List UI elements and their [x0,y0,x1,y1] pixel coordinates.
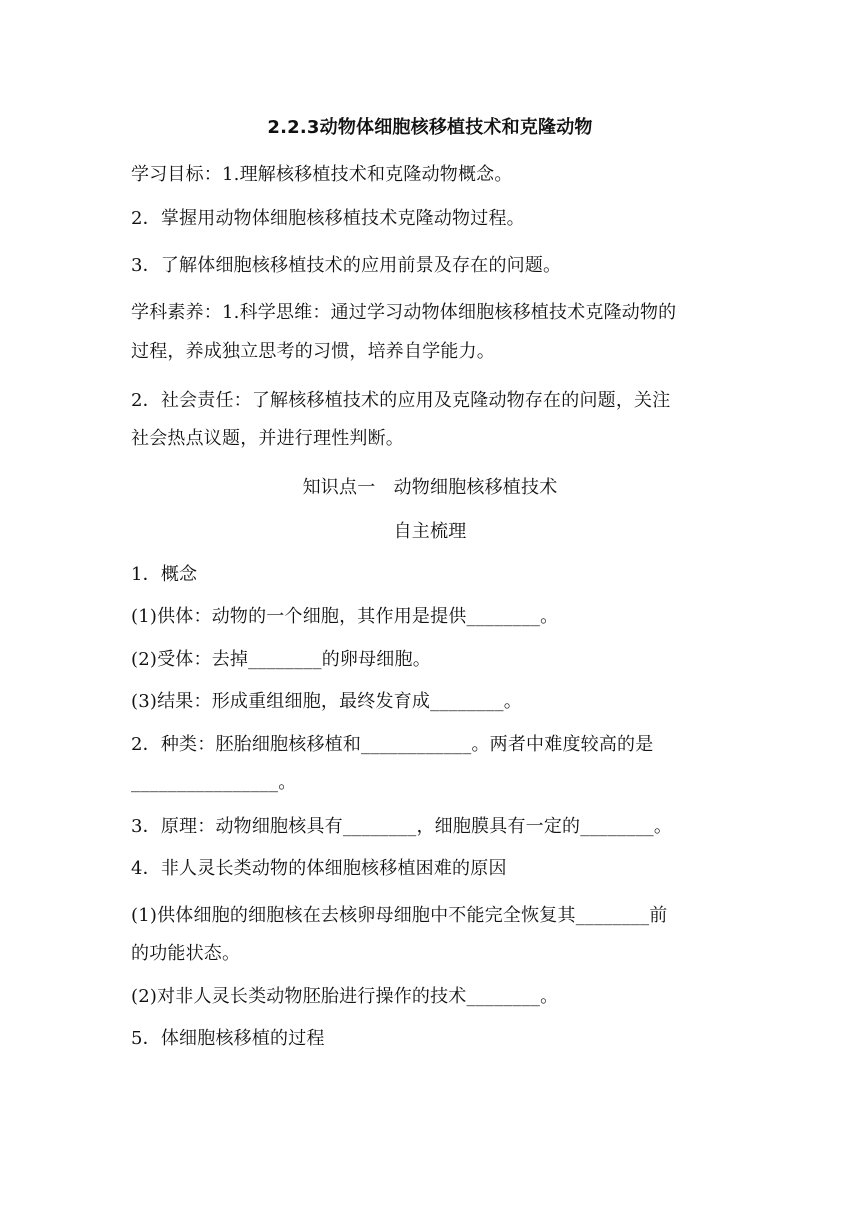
content-line: 5．体细胞核移植的过程 [131,1028,325,1049]
content-line: 1．概念 [131,564,198,585]
content-line: (1)供体细胞的细胞核在去核卵母细胞中不能完全恢复其________前 [131,905,668,926]
section-heading: 知识点一 动物细胞核移植技术 [302,477,558,498]
content-line: 4．非人灵长类动物的体细胞核移植困难的原因 [131,858,507,879]
content-line: 3．原理：动物细胞核具有________，细胞膜具有一定的________。 [131,816,673,837]
content-line: 2．种类：胚胎细胞核移植和____________。两者中难度较高的是 [131,734,654,755]
content-line: (3)结果：形成重组细胞，最终发育成________。 [131,691,522,712]
literacy-line: 2．社会责任：了解核移植技术的应用及克隆动物存在的问题，关注 [131,390,671,411]
literacy-line: 过程，养成独立思考的习惯，培养自学能力。 [131,341,495,362]
section-subheading: 自主梳理 [393,521,467,542]
objective-line: 3．了解体细胞核移植技术的应用前景及存在的问题。 [131,255,562,276]
content-line: (2)对非人灵长类动物胚胎进行操作的技术________。 [131,986,559,1007]
content-line: (1)供体：动物的一个细胞，其作用是提供________。 [131,606,559,627]
document-title: 2.2.3动物体细胞核移植技术和克隆动物 [267,117,593,138]
literacy-line: 社会热点议题，并进行理性判断。 [131,428,404,449]
content-line: (2)受体：去掉________的卵母细胞。 [131,649,431,670]
objective-line: 2．掌握用动物体细胞核移植技术克隆动物过程。 [131,208,525,229]
content-line: 的功能状态。 [131,943,241,964]
objective-line: 学习目标：1.理解核移植技术和克隆动物概念。 [131,164,513,185]
content-line: ________________。 [131,772,297,793]
literacy-line: 学科素养：1.科学思维：通过学习动物体细胞核移植技术克隆动物的 [131,302,677,323]
